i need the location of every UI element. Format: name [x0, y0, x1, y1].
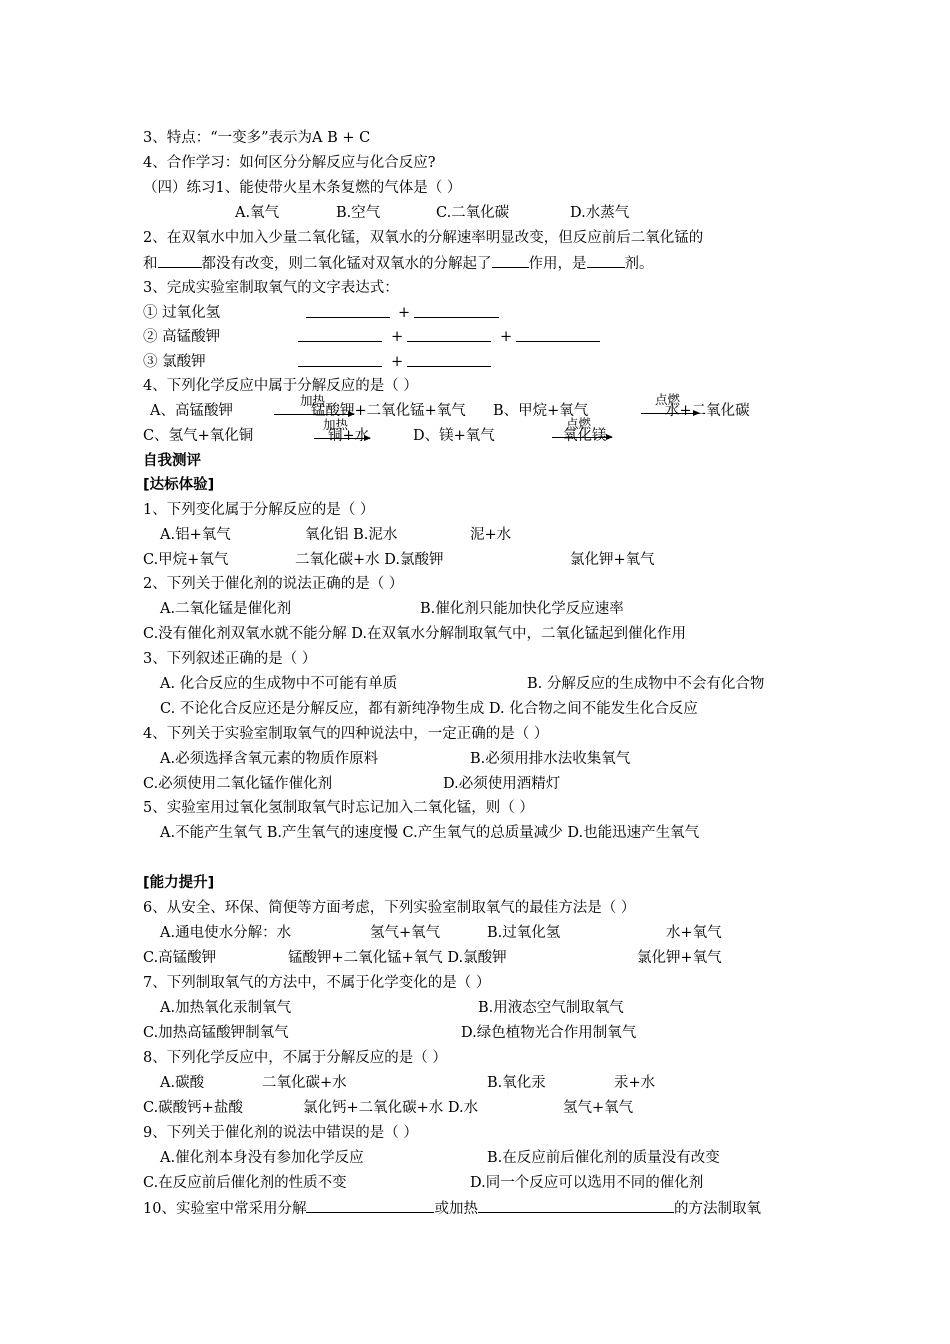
q10-blank-1[interactable]: [306, 1199, 434, 1213]
text-line: 2、在双氧水中加入少量二氧化锰，双氧水的分解速率明显改变，但反应前后二氧化锰的: [143, 230, 704, 246]
q3-1-blank-1[interactable]: [306, 304, 390, 318]
q10-line: [143, 1199, 761, 1218]
condition-ignite: 点燃: [566, 416, 592, 431]
q2-blank-2[interactable]: [492, 254, 529, 268]
text-line: A. 化合反应的生成物中不可能有单质: [160, 676, 398, 692]
text-line: B.在反应前后催化剂的质量没有改变: [487, 1150, 720, 1166]
text-line: A.催化剂本身没有参加化学反应: [160, 1150, 364, 1166]
text-line: 7、下列制取氧气的方法中，不属于化学变化的是（ ）: [143, 975, 491, 991]
text-line: ② 高锰酸钾: [143, 329, 221, 345]
reaction-arrow: [552, 437, 612, 438]
q10-blank-2[interactable]: [478, 1199, 674, 1213]
text-line: A.加热氧化汞制氧气: [160, 1000, 292, 1016]
text-line: 9、下列关于催化剂的说法中错误的是（ ）: [143, 1125, 418, 1141]
text-line: C.加热高锰酸钾制氧气: [143, 1025, 289, 1041]
condition-heat: 加热: [323, 417, 349, 432]
text-line: 3、下列叙述正确的是（ ）: [143, 651, 317, 667]
reaction-arrow: [274, 414, 354, 415]
text-line: C.二氧化碳: [436, 205, 510, 221]
text-line: C.甲烷+氧气: [143, 552, 229, 568]
q2-line2: [143, 254, 654, 273]
text-line: A、高锰酸钾: [150, 403, 233, 419]
text-line: 汞+水: [614, 1075, 656, 1091]
text-line: ① 过氧化氢: [143, 305, 221, 321]
text-line: 铜+水: [328, 428, 370, 444]
q10-text-3: 的方法制取氧: [673, 1201, 761, 1217]
text-line: 4、合作学习：如何区分分解反应与化合反应?: [143, 155, 436, 171]
text-line: C.高锰酸钾: [143, 950, 217, 966]
text-line: 氢气+氧气: [563, 1100, 634, 1116]
text-line: 二氧化碳+水: [262, 1075, 347, 1091]
q3-title: 3、完成实验室制取氧气的文字表达式：: [143, 280, 399, 296]
text-line: A.通电使水分解：水: [160, 925, 292, 941]
text-line: 6、从安全、环保、简便等方面考虑，下列实验室制取氧气的最佳方法是（ ）: [143, 900, 636, 916]
text-line: B.氧化汞: [487, 1075, 546, 1091]
q2-text-1: 和: [143, 256, 158, 272]
plus-sign: +: [398, 305, 411, 321]
q3-3-blank-1[interactable]: [298, 353, 382, 367]
text-line: A.二氧化锰是催化剂: [160, 601, 292, 617]
text-line: B、甲烷+氧气: [493, 403, 589, 419]
text-line: D.同一个反应可以选用不同的催化剂: [470, 1175, 704, 1191]
text-line: 锰酸钾+二氧化锰+氧气 D.氯酸钾: [288, 950, 507, 966]
text-line: A.铝+氧气: [160, 527, 231, 543]
text-line: B.催化剂只能加快化学反应速率: [420, 601, 624, 617]
q2-text-4: 剂。: [624, 256, 654, 272]
text-line: D、镁+氧气: [413, 428, 495, 444]
text-line: D.必须使用酒精灯: [443, 776, 561, 792]
text-line: 2、下列关于催化剂的说法正确的是（ ）: [143, 576, 404, 592]
q2-text-3: 作用，是: [528, 256, 587, 272]
q3-2-blank-1[interactable]: [298, 328, 382, 342]
plus-sign: +: [391, 329, 404, 345]
text-line: B.必须用排水法收集氧气: [470, 751, 631, 767]
text-line: C、氢气+氧化铜: [143, 428, 254, 444]
reaction-arrow: [641, 413, 699, 414]
text-line: A.碳酸: [160, 1075, 205, 1091]
q3-1-blank-2[interactable]: [414, 304, 499, 318]
text-line: 4、下列关于实验室制取氧气的四种说法中，一定正确的是（ ）: [143, 726, 549, 742]
text-line: 氢气+氧气: [370, 925, 441, 941]
q2-blank-3[interactable]: [587, 254, 625, 268]
text-line: B. 分解反应的生成物中不会有化合物: [527, 676, 765, 692]
text-line: 氧化镁: [563, 428, 607, 444]
text-line: C.碳酸钙+盐酸: [143, 1100, 243, 1116]
text-line: 泥+水: [470, 527, 512, 543]
q3-2-blank-3[interactable]: [516, 328, 600, 342]
text-line: 锰酸钾+二氧化锰+氧气: [311, 403, 466, 419]
q3-3-blank-2[interactable]: [407, 353, 491, 367]
text-line: 3、特点：“一变多”表示为A B + C: [143, 130, 371, 146]
q10-text-2: 或加热: [434, 1201, 478, 1217]
condition-ignite: 点燃: [655, 392, 681, 407]
text-line: 水+氧气: [666, 925, 722, 941]
text-line: C.没有催化剂双氧水就不能分解 D.在双氧水分解制取氧气中，二氧化锰起到催化作用: [143, 626, 687, 642]
text-line: 5、实验室用过氧化氢制取氧气时忘记加入二氧化锰，则（ ）: [143, 800, 534, 816]
q10-text-1: 10、实验室中常采用分解: [143, 1201, 307, 1217]
text-line: B.用液态空气制取氧气: [478, 1000, 624, 1016]
text-line: C.必须使用二氧化锰作催化剂: [143, 776, 333, 792]
text-line: B.过氧化氢: [487, 925, 561, 941]
text-line: A.不能产生氧气 B.产生氧气的速度慢 C.产生氧气的总质量减少 D.也能迅速产生氧气: [160, 825, 700, 841]
q2-text-2: 都没有改变，则二氧化锰对双氧水的分解起了: [201, 256, 492, 272]
text-line: 8、下列化学反应中，不属于分解反应的是（ ）: [143, 1050, 447, 1066]
text-line: C. 不论化合反应还是分解反应，都有新纯净物生成 D. 化合物之间不能发生化合反应: [160, 701, 698, 717]
text-line: A.氧气: [235, 205, 280, 221]
text-line: B.空气: [336, 205, 381, 221]
text-line: 氯化钙+二氧化碳+水 D.水: [303, 1100, 479, 1116]
text-line: 水+二氧化碳: [665, 403, 750, 419]
text-line: ③ 氯酸钾: [143, 354, 206, 370]
text-line: [能力提升]: [143, 875, 215, 891]
q3-2-blank-2[interactable]: [407, 328, 491, 342]
text-line: D.绿色植物光合作用制氧气: [461, 1025, 637, 1041]
text-line: 自我测评: [143, 453, 201, 469]
text-line: C.在反应前后催化剂的性质不变: [143, 1175, 347, 1191]
text-line: （四）练习1、能使带火星木条复燃的气体是（ ）: [143, 180, 462, 196]
plus-sign: +: [500, 329, 513, 345]
text-line: 4、下列化学反应中属于分解反应的是（ ）: [143, 378, 418, 394]
q2-blank-1[interactable]: [158, 254, 202, 268]
reaction-arrow: [314, 438, 370, 439]
text-line: [达标体验]: [143, 477, 215, 493]
text-line: 1、下列变化属于分解反应的是（ ）: [143, 502, 375, 518]
text-line: A.必须选择含氧元素的物质作原料: [160, 751, 379, 767]
text-line: 氯化钾+氧气: [637, 950, 722, 966]
text-line: 氧化铝 B.泥水: [305, 527, 398, 543]
text-line: D.水蒸气: [570, 205, 630, 221]
condition-heat: 加热: [300, 393, 326, 408]
plus-sign: +: [391, 354, 404, 370]
text-line: 氯化钾+氧气: [570, 552, 655, 568]
text-line: 二氧化碳+水 D.氯酸钾: [295, 552, 444, 568]
